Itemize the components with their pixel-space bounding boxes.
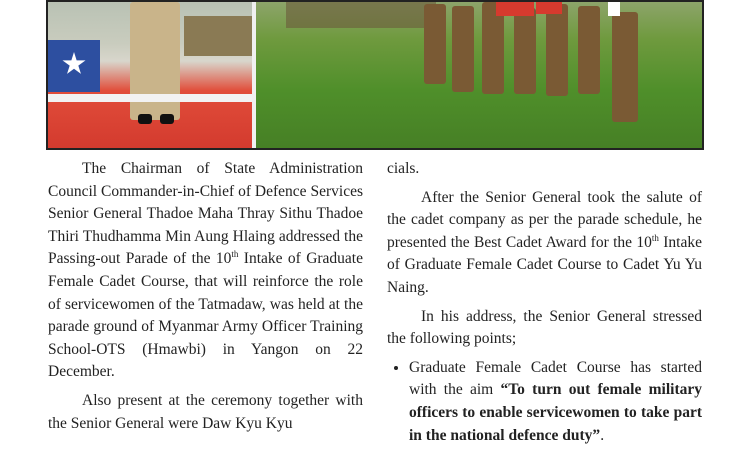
paragraph-award bbox=[387, 187, 702, 300]
paragraph-continuation: cials. bbox=[387, 160, 420, 177]
paragraph-address: In his address, the Senior General stressed the following points; bbox=[387, 307, 702, 348]
address-points-list bbox=[387, 357, 702, 447]
list-item bbox=[409, 357, 702, 447]
photo-cadet-parade bbox=[256, 2, 704, 150]
paragraph-award-text-2: Intake of Graduate Female Cadet Course to Cadet Yu Yu Naing. bbox=[387, 233, 702, 296]
article-column-right bbox=[387, 158, 702, 447]
paragraph-intro bbox=[48, 158, 363, 384]
ordinal-suffix: th bbox=[651, 232, 659, 243]
paragraph-intro-text-2: Intake of Graduate Female Cadet Course, that will reinforce the role of servicewomen of the Tatmadaw, was held at the parade ground of Myanmar Army Officer Training School-OTS (Hmawbi) in Yangon on 22 December. bbox=[48, 250, 363, 381]
ordinal-suffix: th bbox=[231, 249, 239, 260]
photo-strip bbox=[46, 0, 704, 150]
bullet-quote: “To turn out female military officers to enable servicewomen to take part in the national defence duty” bbox=[409, 381, 702, 444]
paragraph-award-text-1: After the Senior General took the salute of the cadet company as per the parade schedule, he presented the Best Cadet Award for the 10 bbox=[387, 188, 702, 251]
photo-senior-general-salute bbox=[48, 2, 252, 150]
paragraph-intro-text-1: The Chairman of State Administration Council Commander-in-Chief of Defence Services Senior General Thadoe Maha Thray Sithu Thadoe Thiri Thudhamma Min Aung Hlaing addressed the Passing-out Parade of the 10 bbox=[48, 160, 363, 268]
article-column-left bbox=[48, 158, 363, 441]
bullet-text: Graduate Female Cadet Course has started with the aim bbox=[409, 358, 702, 399]
bullet-end: . bbox=[600, 426, 605, 444]
paragraph-attendees: Also present at the ceremony together with the Senior General were Daw Kyu Kyu bbox=[48, 391, 363, 432]
